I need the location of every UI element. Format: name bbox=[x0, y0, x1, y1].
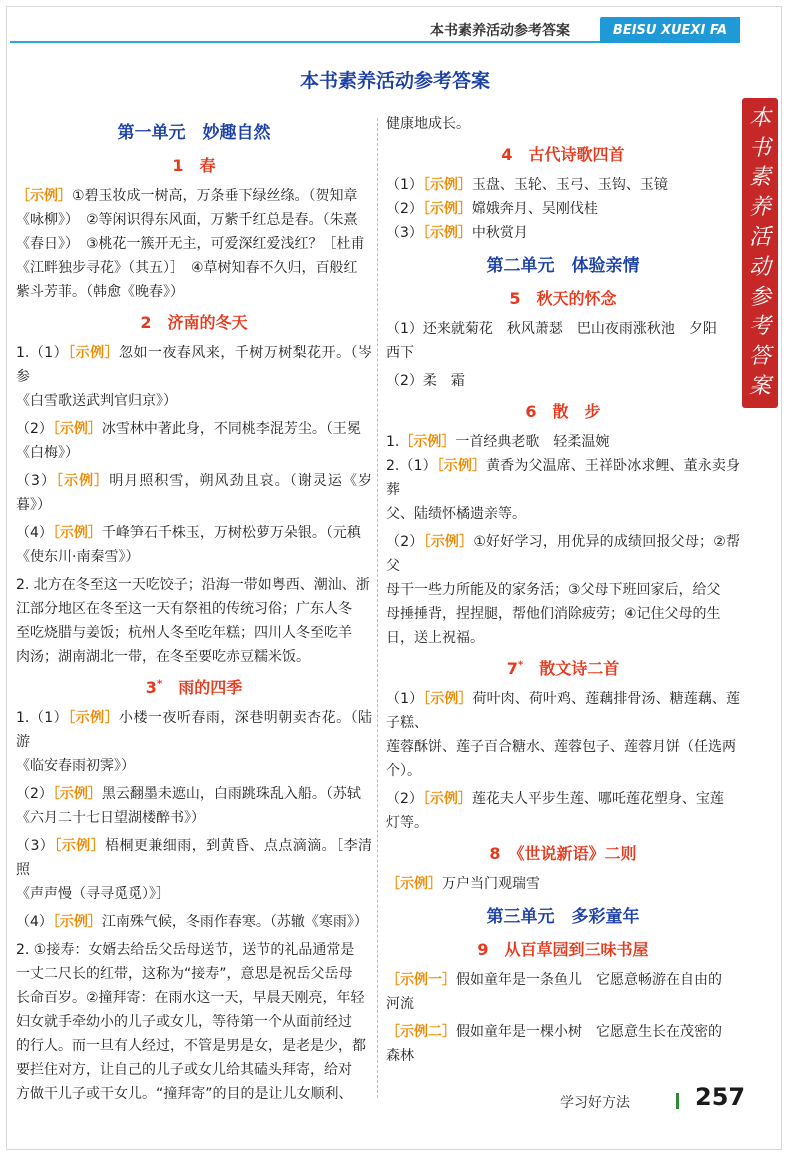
answer-line bbox=[386, 759, 740, 783]
answer-text: 至吃烧腊与姜饭；杭州人冬至吃年糕；四川人冬至吃羊 bbox=[16, 625, 352, 641]
side-tab-char: 案 bbox=[748, 374, 771, 400]
example-tag: ［示例］ bbox=[56, 473, 110, 489]
example-tag: ［示例］ bbox=[16, 188, 72, 204]
answer-line bbox=[386, 968, 740, 992]
header-rule bbox=[10, 41, 600, 43]
answer-line bbox=[386, 430, 740, 454]
answer-text: 假如童年是一条鱼儿 它愿意畅游在自由的 bbox=[456, 972, 722, 988]
item-number: （2） bbox=[16, 786, 53, 802]
answer-text: 《白梅》） bbox=[16, 445, 79, 461]
left-column bbox=[16, 112, 372, 1106]
answer-line bbox=[16, 882, 372, 906]
answer-line bbox=[16, 232, 372, 256]
answer-line bbox=[16, 621, 372, 645]
vertical-side-tab bbox=[742, 98, 778, 408]
lesson-6-answers bbox=[386, 430, 740, 650]
answer-line bbox=[386, 811, 740, 835]
answer-line bbox=[386, 578, 740, 602]
unit-heading: 第二单元 体验亲情 bbox=[486, 256, 640, 276]
example-tag: ［示例］ bbox=[52, 786, 102, 802]
answer-line bbox=[16, 1082, 372, 1106]
answer-text: 莲蓉酥饼、莲子百合糖水、莲蓉包子、莲蓉月饼（任选两 bbox=[386, 739, 736, 755]
item-number: （4） bbox=[16, 914, 53, 930]
lesson-star: * bbox=[517, 659, 524, 671]
answer-line bbox=[16, 986, 372, 1010]
answer-text: ①碧玉妆成一树高，万条垂下绿丝绦。（贺知章 bbox=[72, 188, 358, 204]
example-tag: ［示例］ bbox=[52, 914, 102, 930]
lesson-heading: 1 春 bbox=[172, 156, 216, 175]
answer-line bbox=[16, 545, 372, 569]
item-number: （3） bbox=[16, 838, 55, 854]
answer-text: 森林 bbox=[386, 1048, 414, 1064]
answer-line bbox=[16, 1034, 372, 1058]
answer-line bbox=[16, 910, 372, 934]
example-tag: ［示例］ bbox=[422, 201, 472, 217]
item-number: （3） bbox=[16, 473, 57, 489]
side-tab-char: 活 bbox=[748, 225, 771, 251]
answer-line bbox=[386, 787, 740, 811]
answer-text: 《六月二十七日望湖楼醉书》） bbox=[16, 810, 205, 826]
item-number: （4） bbox=[16, 525, 53, 541]
answer-text: （2）柔 霜 bbox=[386, 373, 465, 389]
answer-line bbox=[16, 754, 372, 778]
answer-line bbox=[16, 441, 372, 465]
answer-line bbox=[16, 341, 372, 389]
answer-text: 《使东川·南秦雪》） bbox=[16, 549, 140, 565]
answer-line bbox=[386, 454, 740, 502]
lesson-heading bbox=[386, 656, 740, 679]
answer-line bbox=[16, 184, 372, 208]
side-tab-char: 素 bbox=[748, 165, 771, 191]
answer-line bbox=[16, 469, 372, 517]
answer-text: 江南殊气候，冬雨作春寒。（苏辙《寒雨》） bbox=[101, 914, 368, 930]
answer-text: 荷叶肉、荷叶鸡、莲藕排骨汤、糖莲藕、莲子糕、 bbox=[386, 691, 741, 731]
example-tag: ［示例］ bbox=[54, 838, 106, 854]
answer-text: 长命百岁。②撞拜寄：在雨水这一天，早晨天刚亮，年轻 bbox=[16, 990, 365, 1006]
answer-text: 个）。 bbox=[386, 763, 421, 779]
answer-line bbox=[16, 597, 372, 621]
item-number: （2） bbox=[386, 201, 423, 217]
example-tag: ［示例］ bbox=[386, 876, 442, 892]
answer-line bbox=[386, 530, 740, 578]
answer-text: 《临安春雨初霁》） bbox=[16, 758, 135, 774]
lesson-9-answers bbox=[386, 968, 740, 1068]
answer-text: 母干一些力所能及的家务活；③父母下班回家后，给父 bbox=[386, 582, 721, 598]
answer-text: 明月照积雪，朔风劲且哀。（谢灵运《岁暮》） bbox=[16, 473, 372, 513]
answer-text: 日，送上祝福。 bbox=[386, 630, 484, 646]
answer-text: （1）还来就菊花 秋风萧瑟 巴山夜雨涨秋池 夕阳 bbox=[386, 321, 717, 337]
answer-line bbox=[386, 1044, 740, 1068]
answer-line bbox=[386, 735, 740, 759]
answer-text: 西下 bbox=[386, 345, 414, 361]
column-divider bbox=[377, 118, 378, 1098]
lesson-star: * bbox=[156, 678, 163, 690]
lesson-1-answers bbox=[16, 184, 372, 304]
answer-text: 嫦娥奔月、吴刚伐桂 bbox=[471, 201, 598, 217]
example-tag: ［示例二］ bbox=[386, 1024, 456, 1040]
answer-line bbox=[386, 221, 740, 245]
lesson-heading: 9 从百草园到三味书屋 bbox=[477, 940, 649, 959]
answer-text: 冰雪林中著此身，不同桃李混芳尘。（王冕 bbox=[101, 421, 361, 437]
answer-line bbox=[16, 280, 372, 304]
answer-text: 河流 bbox=[386, 996, 414, 1012]
answer-line: 健康地成长。 bbox=[386, 116, 470, 132]
lesson-3-answers bbox=[16, 706, 372, 1106]
page-number: 257 bbox=[695, 1083, 746, 1111]
lesson-8-answers bbox=[386, 872, 740, 896]
answer-text: 肉汤；湖南湖北一带，在冬至要吃赤豆糯米饭。 bbox=[16, 649, 310, 665]
lesson-name: 雨的四季 bbox=[178, 678, 243, 697]
answer-text: 梧桐更兼细雨，到黄昏、点点滴滴。［李清照 bbox=[16, 838, 373, 878]
example-tag: ［示例］ bbox=[68, 345, 120, 361]
lesson-heading: 4 古代诗歌四首 bbox=[501, 145, 625, 164]
example-tag: ［示例］ bbox=[422, 791, 472, 807]
answer-text: 万户当门观瑞雪 bbox=[442, 876, 540, 892]
answer-line bbox=[16, 389, 372, 413]
page-title: 本书素养活动参考答案 bbox=[299, 70, 490, 92]
lesson-number: 3 bbox=[145, 678, 157, 697]
item-number: 1. bbox=[386, 434, 400, 450]
answer-line bbox=[16, 706, 372, 754]
item-number: 1.（1） bbox=[16, 710, 69, 726]
answer-text: 母捶捶背，捏捏腿，帮他们消除疲劳；④记住父母的生 bbox=[386, 606, 721, 622]
example-tag: ［示例］ bbox=[422, 177, 472, 193]
side-tab-char: 本 bbox=[748, 105, 771, 131]
lesson-5-answers bbox=[386, 317, 740, 393]
answer-text: 小楼一夜听春雨，深巷明朝卖杏花。（陆游 bbox=[16, 710, 373, 750]
footer-bar bbox=[676, 1093, 679, 1109]
answer-line bbox=[16, 938, 372, 962]
item-number: （1） bbox=[386, 177, 423, 193]
lesson-heading bbox=[16, 675, 372, 698]
lesson-heading: 6 散 步 bbox=[525, 402, 601, 421]
answer-text: 《白雪歌送武判官归京》） bbox=[16, 393, 177, 409]
answer-text: 假如童年是一棵小树 它愿意生长在茂密的 bbox=[456, 1024, 722, 1040]
answer-line bbox=[16, 573, 372, 597]
answer-line bbox=[16, 962, 372, 986]
answer-line bbox=[16, 782, 372, 806]
answer-text: 2. ①接寿：女婿去给岳父岳母送节，送节的礼品通常是 bbox=[16, 942, 355, 958]
answer-text: 一丈二尺长的红带，这称为“接寿”，意思是祝岳父岳母 bbox=[16, 966, 353, 982]
answer-text: 《声声慢（寻寻觅觅）》］ bbox=[16, 886, 170, 902]
answer-text: 《春日》） ③桃花一簇开无主，可爱深红爱浅红？［杜甫 bbox=[16, 236, 365, 252]
item-number: （3） bbox=[386, 225, 423, 241]
answer-text: 方做干儿子或干女儿。“撞拜寄”的目的是让儿女顺利、 bbox=[16, 1086, 353, 1102]
answer-text: 中秋赏月 bbox=[471, 225, 528, 241]
footer-label: 学习好方法 bbox=[560, 1095, 630, 1111]
answer-line bbox=[16, 1010, 372, 1034]
answer-line bbox=[16, 1058, 372, 1082]
answer-text: 2. 北方在冬至这一天吃饺子；沿海一带如粤西、潮汕、浙 bbox=[16, 577, 370, 593]
example-tag: ［示例］ bbox=[422, 225, 472, 241]
example-tag: ［示例］ bbox=[52, 421, 102, 437]
example-tag: ［示例］ bbox=[436, 458, 487, 474]
lesson-4-answers bbox=[386, 173, 740, 245]
answer-text: 莲花夫人平步生莲、哪吒莲花塑身、宝莲 bbox=[471, 791, 724, 807]
side-tab-char: 养 bbox=[748, 195, 771, 221]
answer-line bbox=[386, 687, 740, 735]
unit-heading: 第一单元 妙趣自然 bbox=[117, 123, 271, 143]
lesson-heading: 8 《世说新语》二则 bbox=[489, 844, 637, 863]
side-tab-char: 动 bbox=[748, 254, 771, 280]
answer-text: 玉盘、玉轮、玉弓、玉钩、玉镜 bbox=[471, 177, 668, 193]
answer-line bbox=[386, 626, 740, 650]
lesson-heading: 2 济南的冬天 bbox=[140, 313, 248, 332]
answer-line bbox=[386, 341, 740, 365]
answer-line bbox=[16, 834, 372, 882]
answer-text: 黄香为父温席、王祥卧冰求鲤、董永卖身葬 bbox=[386, 458, 740, 498]
answer-text: 灯等。 bbox=[386, 815, 428, 831]
answer-text: 江部分地区在冬至这一天有祭祖的传统习俗；广东人冬 bbox=[16, 601, 352, 617]
answer-line bbox=[16, 256, 372, 280]
answer-line bbox=[386, 173, 740, 197]
header-tag: BEISU XUEXI FA bbox=[600, 17, 740, 43]
answer-text: 《江畔独步寻花》（其五）］ ④草树知春不久归，百般红 bbox=[16, 260, 358, 276]
answer-text: ①好好学习，用优异的成绩回报父母；②帮父 bbox=[386, 534, 740, 574]
answer-text: 的行人。而一旦有人经过，不管是男是女，是老是少，都 bbox=[16, 1038, 366, 1054]
item-number: 2.（1） bbox=[386, 458, 437, 474]
example-tag: ［示例一］ bbox=[386, 972, 456, 988]
answer-line bbox=[386, 369, 740, 393]
header-section-title: 本书素养活动参考答案 bbox=[430, 23, 570, 39]
example-tag: ［示例］ bbox=[68, 710, 120, 726]
answer-line bbox=[16, 521, 372, 545]
answer-text: 忽如一夜春风来，千树万树梨花开。（岑参 bbox=[16, 345, 373, 385]
unit-heading: 第三单元 多彩童年 bbox=[486, 907, 640, 927]
answer-line bbox=[16, 417, 372, 441]
lesson-name: 散文诗二首 bbox=[539, 659, 620, 678]
answer-line bbox=[386, 502, 740, 526]
item-number: （1） bbox=[386, 691, 424, 707]
side-tab-char: 考 bbox=[748, 314, 771, 340]
item-number: 1.（1） bbox=[16, 345, 69, 361]
answer-line bbox=[386, 602, 740, 626]
example-tag: ［示例］ bbox=[52, 525, 102, 541]
answer-text: 千峰笋石千株玉，万树松萝万朵银。（元稹 bbox=[101, 525, 361, 541]
lesson-heading: 5 秋天的怀念 bbox=[509, 289, 617, 308]
example-tag: ［示例］ bbox=[423, 691, 473, 707]
answer-text: 《咏柳》） ②等闲识得东风面，万紫千红总是春。（朱熹 bbox=[16, 212, 358, 228]
answer-text: 一首经典老歌 轻柔温婉 bbox=[455, 434, 610, 450]
answer-line bbox=[16, 645, 372, 669]
side-tab-char: 答 bbox=[748, 344, 771, 370]
item-number: （2） bbox=[386, 791, 423, 807]
answer-line bbox=[16, 208, 372, 232]
lesson-2-answers bbox=[16, 341, 372, 669]
example-tag: ［示例］ bbox=[399, 434, 456, 450]
item-number: （2） bbox=[16, 421, 53, 437]
lesson-7-answers bbox=[386, 687, 740, 835]
answer-line bbox=[386, 872, 740, 896]
running-header bbox=[10, 14, 775, 44]
right-column bbox=[386, 112, 740, 1068]
lesson-number: 7 bbox=[506, 659, 518, 678]
answer-text: 黑云翻墨未遮山，白雨跳珠乱入船。（苏轼 bbox=[101, 786, 361, 802]
answer-line bbox=[386, 197, 740, 221]
side-tab-char: 参 bbox=[748, 284, 771, 310]
answer-text: 紫斗芳菲。（韩愈《晚春》） bbox=[16, 284, 184, 300]
answer-text: 父、陆绩怀橘遗亲等。 bbox=[386, 506, 526, 522]
answer-line bbox=[386, 992, 740, 1016]
answer-line bbox=[386, 1020, 740, 1044]
side-tab-char: 书 bbox=[748, 135, 771, 161]
answer-text: 要拦住对方，让自己的儿子或女儿给其磕头拜寄，给对 bbox=[16, 1062, 352, 1078]
answer-line bbox=[16, 806, 372, 830]
answer-text: 妇女就手牵幼小的儿子或女儿，等待第一个从面前经过 bbox=[16, 1014, 352, 1030]
example-tag: ［示例］ bbox=[423, 534, 474, 550]
item-number: （2） bbox=[386, 534, 424, 550]
answer-line bbox=[386, 317, 740, 341]
